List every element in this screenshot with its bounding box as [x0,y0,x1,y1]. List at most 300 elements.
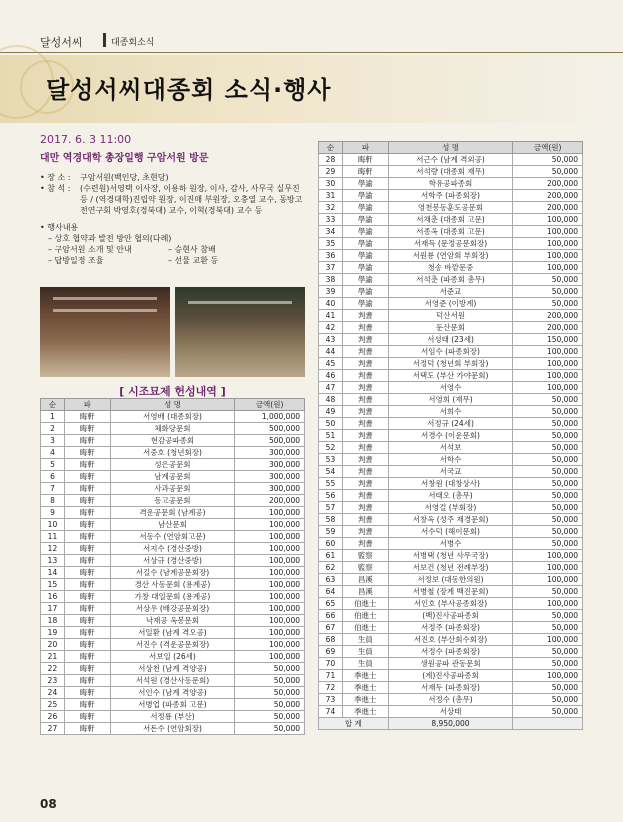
row-branch: 晦軒 [64,543,110,555]
row-no: 63 [319,574,343,586]
row-amount: 50,000 [513,478,583,490]
row-name: 서인수 (남계 격양공) [110,687,235,699]
row-name: 서정수 (총무) [388,694,513,706]
table-row [319,346,583,358]
row-name: 둔산문회 [388,322,513,334]
row-amount: 50,000 [513,682,583,694]
row-name: 서진호 (부산회수회장) [388,634,513,646]
table-row [319,214,583,226]
row-amount: 50,000 [513,430,583,442]
row-amount: 50,000 [513,466,583,478]
row-branch: 判書 [342,310,388,322]
row-branch: 晦軒 [64,723,110,735]
row-branch: 判書 [342,346,388,358]
table-row [319,430,583,442]
row-no: 38 [319,274,343,286]
total-label: 합 계 [319,718,389,730]
row-no: 31 [319,190,343,202]
row-amount: 50,000 [513,658,583,670]
row-name: 학유공파종회 [388,178,513,190]
row-amount: 100,000 [513,574,583,586]
row-amount: 100,000 [235,603,305,615]
row-branch: 晦軒 [64,519,110,531]
row-amount: 50,000 [513,502,583,514]
row-name: 서학수 [388,454,513,466]
table-row [319,178,583,190]
row-branch: 季進士 [342,694,388,706]
row-amount: 300,000 [235,459,305,471]
row-amount: 50,000 [513,586,583,598]
row-name: 서정보 (대동한의원) [388,574,513,586]
col-name: 성 명 [388,142,513,154]
row-amount: 50,000 [513,490,583,502]
row-no: 42 [319,322,343,334]
row-amount: 100,000 [513,670,583,682]
row-amount: 50,000 [235,687,305,699]
row-branch: 晦軒 [64,423,110,435]
table-row [319,166,583,178]
table-row [319,598,583,610]
header-rule [0,52,623,53]
row-name: 서근수 (남계 격외공) [388,154,513,166]
row-no: 15 [41,579,65,591]
row-no: 11 [41,531,65,543]
row-amount: 200,000 [513,322,583,334]
table-row [319,322,583,334]
row-branch: 晦軒 [64,579,110,591]
place-row [40,172,305,183]
row-branch: 伯進士 [342,610,388,622]
row-no: 59 [319,526,343,538]
row-no: 39 [319,286,343,298]
row-amount: 50,000 [513,538,583,550]
table-row [319,706,583,718]
row-amount: 100,000 [235,579,305,591]
col-no: 순 [319,142,343,154]
event-item: – 상호 협약과 발전 방안 협의(다례) [48,234,172,243]
table-row [319,478,583,490]
row-amount: 50,000 [513,694,583,706]
row-no: 74 [319,706,343,718]
row-branch: 昌溪 [342,586,388,598]
table-row [41,531,305,543]
row-branch: 判書 [342,442,388,454]
table-row [319,226,583,238]
table-row [41,651,305,663]
row-name: 체화당문회 [110,423,235,435]
row-no: 69 [319,646,343,658]
row-branch: 晦軒 [64,663,110,675]
row-amount: 300,000 [235,447,305,459]
table-row [41,471,305,483]
table-row [41,411,305,423]
row-no: 6 [41,471,65,483]
row-no: 43 [319,334,343,346]
table-row [41,519,305,531]
row-branch: 晦軒 [64,411,110,423]
row-amount: 100,000 [513,346,583,358]
row-amount: 100,000 [235,555,305,567]
table-row [41,423,305,435]
row-no: 55 [319,478,343,490]
row-no: 68 [319,634,343,646]
row-no: 5 [41,459,65,471]
row-name: 서종옥 (대종회 고문) [388,226,513,238]
row-name: 서중호 (청년회장) [110,447,235,459]
row-no: 58 [319,514,343,526]
table-row [41,447,305,459]
row-no: 26 [41,711,65,723]
row-branch: 生員 [342,634,388,646]
meeting-photo-1 [40,287,170,377]
subsection-label: 대종회소식 [111,38,155,48]
col-branch: 파 [342,142,388,154]
row-no: 41 [319,310,343,322]
row-amount: 100,000 [235,531,305,543]
row-name: 영천봉동훈도공문회 [388,202,513,214]
row-branch: 晦軒 [64,639,110,651]
header-divider [103,33,106,47]
table-row [319,526,583,538]
row-amount: 50,000 [513,406,583,418]
row-name: 서임수 (파종회장) [388,346,513,358]
row-name: 서돈수 (연암회장) [110,723,235,735]
row-amount: 300,000 [235,471,305,483]
table-row [319,454,583,466]
row-amount: 50,000 [513,454,583,466]
row-name: 서석춘 (파종회 총무) [388,274,513,286]
table-row [319,370,583,382]
row-amount: 50,000 [513,526,583,538]
table-row [319,382,583,394]
row-amount: 1,000,000 [235,411,305,423]
section-label: 달성서씨 [40,36,83,49]
row-branch: 判書 [342,418,388,430]
content-label: • 행사내용 [40,223,79,232]
row-name: 동고공문회 [110,495,235,507]
table-row [319,682,583,694]
row-branch: 晦軒 [64,675,110,687]
row-branch: 學諭 [342,190,388,202]
row-branch: 季進士 [342,670,388,682]
row-branch: 判書 [342,514,388,526]
page-header [0,30,623,52]
row-amount: 100,000 [513,370,583,382]
row-amount: 50,000 [235,723,305,735]
row-no: 47 [319,382,343,394]
row-name: 서학주 (파종회장) [388,190,513,202]
table-row [319,550,583,562]
table-row [41,567,305,579]
row-amount: 100,000 [235,507,305,519]
row-no: 32 [319,202,343,214]
row-no: 73 [319,694,343,706]
row-no: 72 [319,682,343,694]
row-name: 청송 바깥문중 [388,262,513,274]
row-amount: 200,000 [235,495,305,507]
table-row [319,442,583,454]
row-amount: 100,000 [513,262,583,274]
row-branch: 學諭 [342,226,388,238]
row-branch: 晦軒 [64,567,110,579]
row-branch: 判書 [342,430,388,442]
table-row [319,190,583,202]
row-no: 3 [41,435,65,447]
row-no: 20 [41,639,65,651]
table-row [319,670,583,682]
row-name: 서영준 (이방계) [388,298,513,310]
attendees-label: • 참 석 : [40,184,71,193]
row-amount: 50,000 [235,699,305,711]
photo-light [53,309,157,312]
row-amount: 50,000 [513,394,583,406]
row-name: 서일환 (남계 격오공) [110,627,235,639]
table-row [41,483,305,495]
row-amount: 100,000 [235,627,305,639]
row-no: 46 [319,370,343,382]
row-no: 22 [41,663,65,675]
table-row [41,699,305,711]
row-name: 서희수 [388,406,513,418]
table-row [41,639,305,651]
table-row [41,687,305,699]
table-row [41,579,305,591]
row-name: 서보일 (26세) [110,651,235,663]
row-amount: 200,000 [513,190,583,202]
row-amount: 50,000 [513,298,583,310]
row-branch: 晦軒 [64,627,110,639]
row-branch: 學諭 [342,298,388,310]
row-name: 서석원 (경산사동문회) [110,675,235,687]
row-name: 서영수 [388,382,513,394]
table-header [319,142,583,154]
row-branch: 伯進士 [342,598,388,610]
event-date: 2017. 6. 3 11:00 [40,133,132,146]
row-name: 서길수 (남계공문회장) [110,567,235,579]
table-header [41,399,305,411]
event-info [40,172,305,216]
row-branch: 季進士 [342,706,388,718]
row-branch: 晦軒 [64,483,110,495]
row-name: 서원룡 (연암회 부회장) [388,250,513,262]
table-row [319,634,583,646]
row-no: 17 [41,603,65,615]
row-branch: 學諭 [342,274,388,286]
row-no: 21 [41,651,65,663]
row-no: 16 [41,591,65,603]
row-no: 34 [319,226,343,238]
table-row [319,358,583,370]
total-empty [513,718,583,730]
table-row [319,274,583,286]
row-branch: 伯進士 [342,622,388,634]
row-branch: 判書 [342,406,388,418]
row-name: 서병택 (청년 사무국장) [388,550,513,562]
col-amount: 금액(원) [513,142,583,154]
row-branch: 判書 [342,526,388,538]
table-row [319,394,583,406]
row-no: 14 [41,567,65,579]
row-name: (백)진사공파종회 [388,610,513,622]
event-item: – 답방일정 조율 [48,256,104,265]
row-amount: 50,000 [513,442,583,454]
row-no: 13 [41,555,65,567]
row-no: 56 [319,490,343,502]
row-branch: 昌溪 [342,574,388,586]
row-amount: 200,000 [513,178,583,190]
row-name: 남산문회 [110,519,235,531]
row-name: 낙재공 옥봉문회 [110,615,235,627]
row-name: 서진수 (격운공문회장) [110,639,235,651]
row-no: 8 [41,495,65,507]
row-branch: 晦軒 [64,699,110,711]
row-amount: 100,000 [513,358,583,370]
row-no: 50 [319,418,343,430]
row-name: 서상태 [388,706,513,718]
row-amount: 100,000 [513,238,583,250]
table-row [319,586,583,598]
row-branch: 學諭 [342,214,388,226]
page-title: 달성서씨대종회 소식·행사 [46,76,332,104]
row-name: 서석보 [388,442,513,454]
row-amount: 50,000 [235,711,305,723]
table-row [319,334,583,346]
table-row [41,591,305,603]
row-name: 서재두 (파종회장) [388,682,513,694]
row-branch: 晦軒 [64,495,110,507]
place-value: 구암서원(백인당, 초현당) [80,173,169,182]
row-branch: 監察 [342,550,388,562]
table-row [41,603,305,615]
row-amount: 100,000 [235,519,305,531]
row-branch: 晦軒 [64,447,110,459]
row-branch: 判書 [342,454,388,466]
row-amount: 50,000 [513,286,583,298]
row-amount: 100,000 [235,543,305,555]
row-branch: 晦軒 [64,555,110,567]
row-amount: 50,000 [513,274,583,286]
attendees-row [40,183,305,216]
row-branch: 判書 [342,478,388,490]
table-row [41,543,305,555]
row-no: 62 [319,562,343,574]
row-branch: 判書 [342,382,388,394]
donation-heading: [ 시조묘제 헌성내역 ] [119,385,226,398]
table-row [319,298,583,310]
table-row [319,610,583,622]
table-row [319,202,583,214]
row-branch: 判書 [342,358,388,370]
table-row [319,238,583,250]
row-amount: 200,000 [513,310,583,322]
donation-table-right [318,141,583,730]
photo-light [188,301,292,304]
row-branch: 判書 [342,502,388,514]
table-row [41,495,305,507]
row-name: 사과공문회 [110,483,235,495]
row-branch: 晦軒 [64,507,110,519]
row-amount: 50,000 [235,663,305,675]
donation-table-left [40,398,305,735]
row-branch: 判書 [342,466,388,478]
photo-light [53,297,157,300]
row-no: 67 [319,622,343,634]
row-name: (계)진사공파종회 [388,670,513,682]
row-branch: 學諭 [342,238,388,250]
row-name: 서정덕 (청년회 부회장) [388,358,513,370]
event-title: 대만 역경대학 총장일행 구암서원 방문 [40,153,209,164]
row-amount: 100,000 [513,562,583,574]
row-amount: 100,000 [513,214,583,226]
table-row [319,466,583,478]
row-name: 남계공문회 [110,471,235,483]
row-no: 52 [319,442,343,454]
table-row [319,250,583,262]
row-name: 서정주 (파종회장) [388,622,513,634]
row-name: 서영걸 (부회장) [388,502,513,514]
row-amount: 100,000 [513,382,583,394]
row-amount: 100,000 [513,550,583,562]
row-branch: 學諭 [342,178,388,190]
row-name: 서상우 (배강공문회장) [110,603,235,615]
col-amount: 금액(원) [235,399,305,411]
table-row [319,514,583,526]
row-no: 51 [319,430,343,442]
row-branch: 晦軒 [64,591,110,603]
row-no: 61 [319,550,343,562]
row-name: 서정수 (파종회장) [388,646,513,658]
row-no: 23 [41,675,65,687]
row-name: 서지수 (경산중방) [110,543,235,555]
table-row [41,723,305,735]
table-row [319,574,583,586]
row-branch: 季進士 [342,682,388,694]
table-row [41,675,305,687]
row-name: 경산 사동문회 (용계공) [110,579,235,591]
meeting-photo-2 [175,287,305,377]
row-amount: 50,000 [513,514,583,526]
table-row [319,658,583,670]
row-branch: 學諭 [342,262,388,274]
row-amount: 200,000 [513,202,583,214]
row-no: 10 [41,519,65,531]
row-name: 서채춘 (대종회 고문) [388,214,513,226]
row-name: 서택도 (부산 가야문회) [388,370,513,382]
attendees-value: (수련원)서영택 이사장, 이용하 원장, 이사, 감사, 사무국 실무진 등 / (역경대학)진립약 원장, 이진매 부원장, 오충열 교수, 동방고전연구회 박영호(경북대) 교수, 이혁(경북대) 교수 등 [80,184,303,215]
row-no: 33 [319,214,343,226]
row-name: 서병철 (장계 백진문회) [388,586,513,598]
table-row [319,538,583,550]
row-amount: 500,000 [235,435,305,447]
row-amount: 100,000 [513,226,583,238]
row-amount: 50,000 [513,418,583,430]
col-name: 성 명 [110,399,235,411]
table-row [319,646,583,658]
row-amount: 150,000 [513,334,583,346]
row-name: 가창 대일문회 (용계공) [110,591,235,603]
row-name: 서병업 (파종회 고문) [110,699,235,711]
row-amount: 50,000 [513,610,583,622]
row-amount: 100,000 [513,634,583,646]
table-row [41,615,305,627]
row-no: 36 [319,250,343,262]
event-photos [40,287,305,377]
event-item-pair [48,244,305,255]
row-no: 2 [41,423,65,435]
table-row [41,711,305,723]
row-branch: 判書 [342,322,388,334]
event-items [40,233,305,266]
